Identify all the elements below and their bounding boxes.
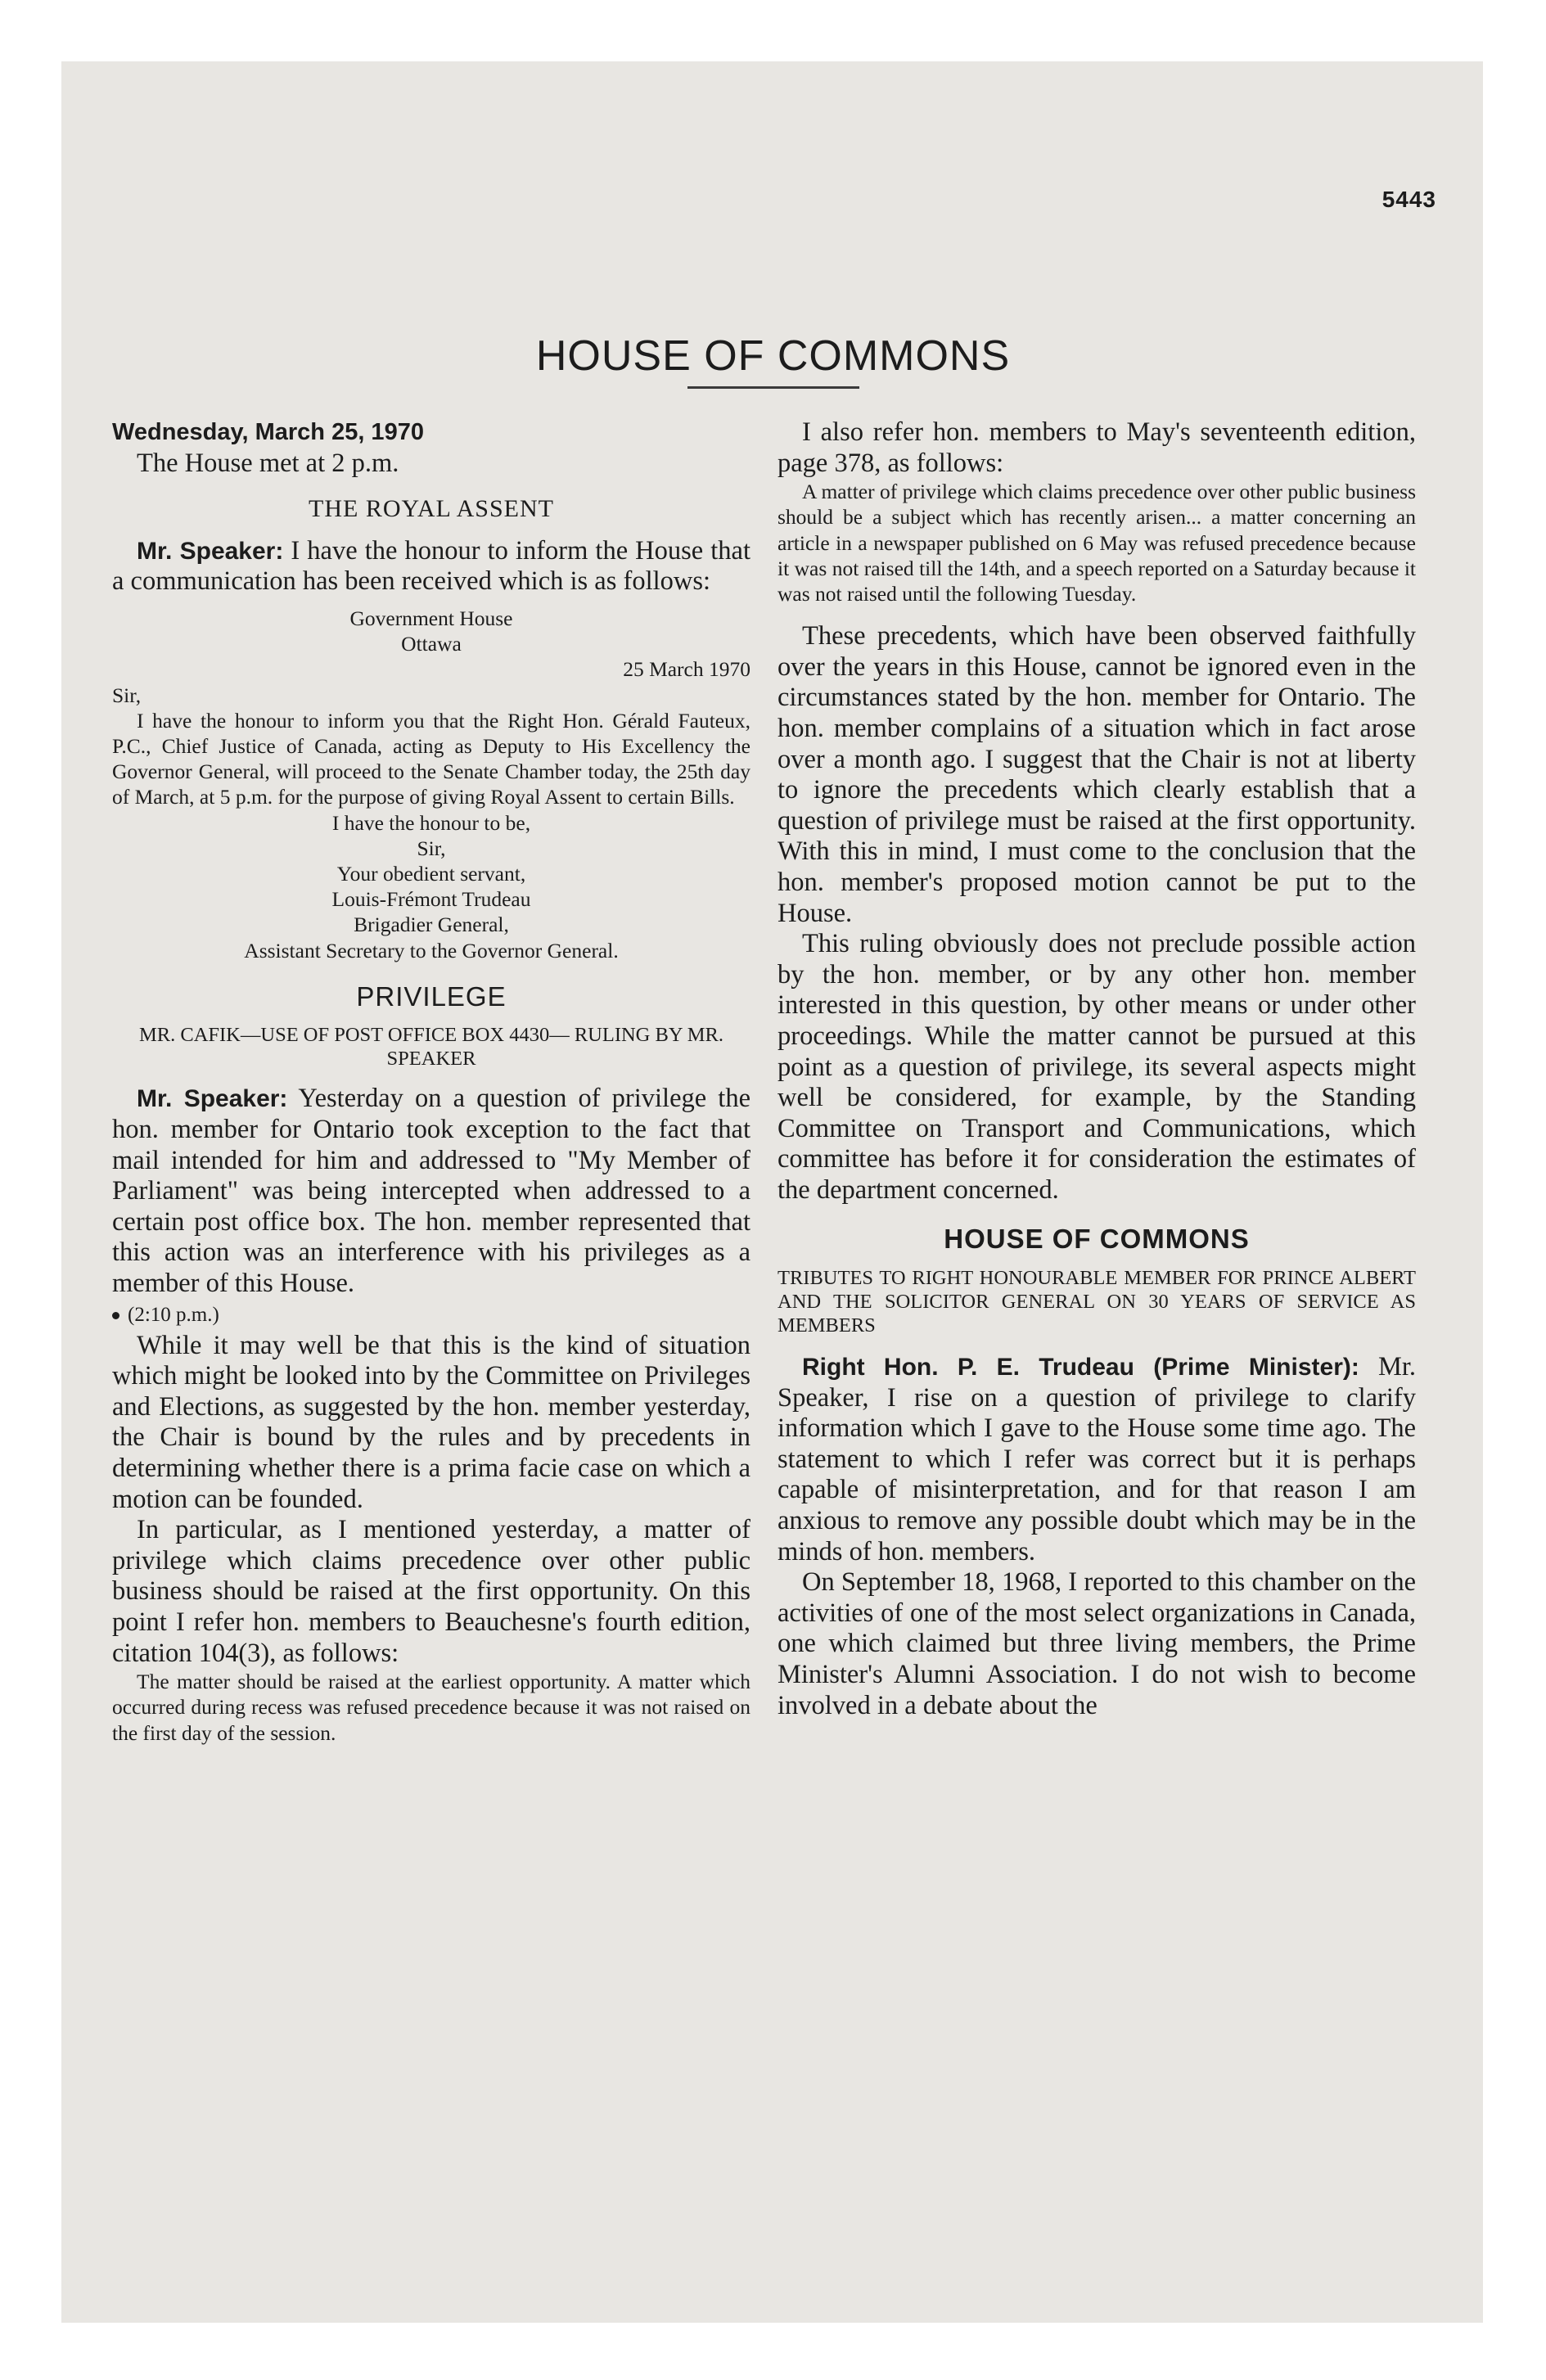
paragraph: While it may well be that this is the kind of situation which might be looked into by the Committee on Privileges and Elections, as suggested by the hon. member yesterday, the Chair is bound by the rules and by precedents in determining whether there is a prima facie case on which a motion can be founded. — [112, 1330, 750, 1514]
paragraph: On September 18, 1968, I reported to this chamber on the activities of one of the most select organizations in Canada, one which claimed but three living members, the Prime Minister's Alumni Association. I do not wish to become involved in a debate about the — [778, 1567, 1416, 1720]
letter-date: 25 March 1970 — [623, 657, 750, 682]
may-quote: A matter of privilege which claims precedence over other public business should be a subject which has recently arisen... a matter concerning an article in a newspaper published on 6 May was refused precedence because it was not raised till the 14th, and a speech reported on a Saturday because it was not raised until the following Tuesday. — [778, 480, 1416, 606]
sitting-date: Wednesday, March 25, 1970 — [112, 419, 424, 445]
letter-salutation: Sir, — [112, 683, 142, 707]
royal-assent-heading: THE ROYAL ASSENT — [309, 495, 554, 523]
speaker-name: Mr. Speaker: — [137, 537, 284, 565]
paragraph: This ruling obviously does not preclude possible action by the hon. member, or by any other hon. member interested in this question, by other means or under other proceedings. While the matter cannot be pursued at this point as a question of privilege, its several aspects might well be considered, for example, by the Standing Committee on Transport and Communications, which committee has before it for consideration the estimates of the department concerned. — [778, 929, 1416, 1205]
letter-block — [112, 606, 750, 963]
letter-closing-1: I have the honour to be, — [331, 810, 531, 835]
paragraph: These precedents, which have been observed faithfully over the years in this House, cannot be ignored even in the circumstances stated by the hon. member for Ontario. The hon. member complains of a situation which in fact arose over a month ago. I suggest that the Chair is not at liberty to ignore the precedents which clearly establish that a question of privilege must be raised at the first opportunity. With this in mind, I must come to the conclusion that the hon. member's proposed motion cannot be put to the House. — [778, 621, 1416, 928]
privilege-heading: PRIVILEGE — [356, 980, 507, 1012]
title-divider — [687, 386, 859, 389]
letter-office: Assistant Secretary to the Governor General. — [244, 938, 619, 962]
letter-closing-2: Sir, — [417, 836, 446, 860]
letter-from-line-2: Ottawa — [401, 632, 462, 656]
page-number: 5443 — [1381, 187, 1436, 212]
house-met-line: The House met at 2 p.m. — [137, 448, 399, 478]
bullet-icon — [112, 1312, 119, 1319]
letter-body: I have the honour to inform you that the Right Hon. Gérald Fauteux, P.C., Chief Justice of Canada, acting as Deputy to His Excellency the Governor General, will proceed to the Senate Chamber today, the 25th day of March, at 5 p.m. for the purpose of giving Royal Assent to certain Bills. — [112, 708, 750, 809]
speaker-statement-text: Yesterday on a question of privilege the hon. member for Ontario took exception to the fact that mail intended for him and addressed to "My Member of Parliament" was being intercepted when addressed to a certain post office box. The hon. member represented that this action was an interference with his privileges as a member of this House. — [112, 1084, 751, 1298]
timestamp: (2:10 p.m.) — [112, 1301, 750, 1329]
paragraph: In particular, as I mentioned yesterday, a matter of privilege which claims precedence over other public business should be raised at the first opportunity. On this point I refer hon. members to Beauchesne's fourth edition, citation 104(3), as follows: — [112, 1515, 750, 1668]
speaker-name: Right Hon. P. E. Trudeau (Prime Minister): — [802, 1354, 1359, 1382]
letter-signer: Louis-Frémont Trudeau — [331, 887, 531, 912]
letter-rank: Brigadier General, — [354, 913, 509, 937]
speaker-statement-text: Mr. Speaker, I rise on a question of privilege to clarify information which I gave to the House some time ago. The statement to which I refer was correct but it is perhaps capable of misinterpretation, and for that reason I am anxious to remove any possible doubt which may be in the minds of hon. members. — [778, 1352, 1417, 1566]
letter-closing-3: Your obedient servant, — [336, 862, 526, 886]
speaker-statement-2 — [112, 1084, 750, 1299]
house-of-commons-heading: HOUSE OF COMMONS — [944, 1224, 1250, 1255]
beauchesne-quote: The matter should be raised at the earliest opportunity. A matter which occurred during recess was refused precedence because it was not raised on the first day of the session. — [112, 1670, 750, 1745]
left-column — [112, 417, 750, 1746]
right-column — [778, 417, 1416, 1721]
letter-from-line-1: Government House — [349, 606, 513, 630]
speaker-statement-text: I have the honour to inform the House that a communication has been received which is as follows: — [112, 535, 751, 597]
speaker-name: Mr. Speaker: — [137, 1085, 288, 1113]
ruling-title: MR. CAFIK—USE OF POST OFFICE BOX 4430— RULING BY MR. SPEAKER — [138, 1024, 724, 1071]
page-title: HOUSE OF COMMONS — [535, 331, 1011, 380]
paragraph: I also refer hon. members to May's seventeenth edition, page 378, as follows: — [778, 417, 1416, 478]
letter-date-row — [112, 656, 750, 682]
pm-statement — [778, 1352, 1416, 1567]
tributes-title: TRIBUTES TO RIGHT HONOURABLE MEMBER FOR PRINCE ALBERT AND THE SOLICITOR GENERAL ON 30 YEARS OF SERVICE AS MEMBERS — [778, 1267, 1416, 1337]
speaker-statement-1 — [112, 536, 750, 597]
